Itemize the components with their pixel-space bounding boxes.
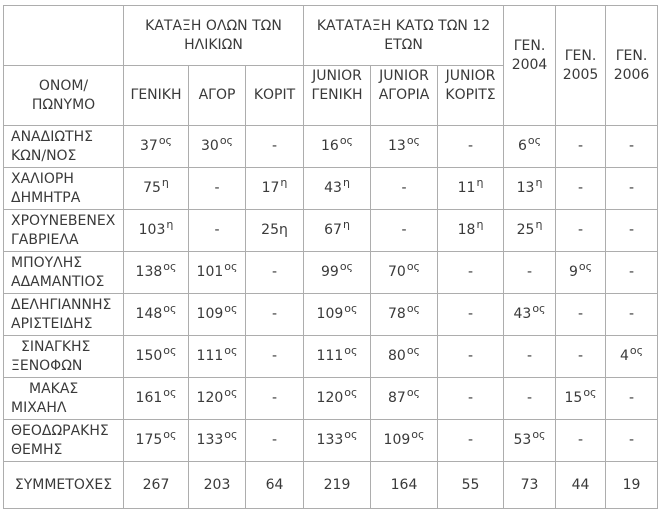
rank-suffix: η xyxy=(476,176,484,189)
athlete-name-cell xyxy=(4,210,124,252)
table-body xyxy=(4,126,658,509)
athlete-surname: ΧΑΛΙΟΡΗ xyxy=(11,170,74,187)
athlete-given-name: ΓΑΒΡΙΕΛΑ xyxy=(11,231,79,248)
junior-boys-rank-cell xyxy=(371,252,438,294)
rank-suffix: ος xyxy=(344,344,358,357)
rank-number: 111 xyxy=(196,348,224,364)
rank-number: 138 xyxy=(135,264,163,280)
rank-value: - xyxy=(467,306,474,322)
boys-rank-cell xyxy=(189,126,246,168)
rank-suffix: ος xyxy=(406,386,421,399)
athlete-row xyxy=(4,378,658,420)
rank-value: - xyxy=(271,348,278,364)
boys-rank-cell xyxy=(189,168,246,210)
rank-suffix: ος xyxy=(406,134,421,147)
rank-number: 6 xyxy=(517,138,527,154)
rank-number: 87 xyxy=(388,390,406,406)
born-2005-rank-cell xyxy=(556,168,606,210)
born-2005-rank-cell xyxy=(556,210,606,252)
rank-value: - xyxy=(628,180,635,196)
born-2006-rank-cell xyxy=(606,294,658,336)
rank-number: 109 xyxy=(196,306,224,322)
born-2004-rank-cell xyxy=(504,126,556,168)
rank-value: - xyxy=(271,264,278,280)
rank-number: 133 xyxy=(316,432,344,448)
athlete-row xyxy=(4,336,658,378)
born-2006-rank-cell xyxy=(606,210,658,252)
rank-suffix: η xyxy=(535,176,543,189)
rank-suffix: ος xyxy=(163,344,177,357)
rank-suffix: ος xyxy=(629,344,644,357)
rank-number: 11 xyxy=(457,180,476,196)
girls-participants: 64 xyxy=(246,462,304,509)
rank-number: 25 xyxy=(516,222,535,238)
rank-value: - xyxy=(214,222,220,238)
born-2005-rank-cell xyxy=(556,378,606,420)
boys-rank-header: ΑΓΟΡ xyxy=(189,66,246,126)
rank-number: 111 xyxy=(316,348,344,364)
born-2006-rank-cell xyxy=(606,168,658,210)
rank-suffix: ος xyxy=(163,302,177,315)
girls-rank-cell xyxy=(246,126,304,168)
junior-girls-rank-cell xyxy=(438,336,504,378)
rank-value: - xyxy=(526,390,533,406)
girls-rank-cell xyxy=(246,168,304,210)
name-column-header: ΟΝΟΜ/ ΠΩΝΥΜΟ xyxy=(4,66,124,126)
born-2005-rank-cell xyxy=(556,336,606,378)
rank-suffix: ος xyxy=(339,134,354,147)
born-2004-rank-cell xyxy=(504,168,556,210)
rank-suffix: ος xyxy=(163,260,177,273)
boys-rank-cell xyxy=(189,378,246,420)
rank-suffix: ος xyxy=(411,428,425,441)
rank-suffix: ος xyxy=(344,428,358,441)
junior-girls-rank-header: JUNIOR ΚΟΡΙΤΣ xyxy=(438,66,504,126)
athlete-given-name: ΚΩΝ/ΝΟΣ xyxy=(11,147,77,164)
athlete-row xyxy=(4,126,658,168)
rank-number: 103 xyxy=(138,222,166,238)
rank-number: 53 xyxy=(513,432,532,448)
girls-rank-cell xyxy=(246,252,304,294)
general-rank-cell xyxy=(124,126,189,168)
rank-suffix: ος xyxy=(406,302,421,315)
rank-value: - xyxy=(467,348,474,364)
junior-boys-rank-cell xyxy=(371,210,438,252)
girls-rank-cell xyxy=(246,336,304,378)
athlete-given-name: ΘΕΜΗΣ xyxy=(11,441,63,458)
junior-general-rank-cell xyxy=(304,294,371,336)
junior-general-rank-cell xyxy=(304,420,371,462)
athlete-given-name: ΑΔΑΜΑΝΤΙΟΣ xyxy=(11,273,105,290)
rank-number: 43 xyxy=(324,180,342,196)
athlete-name-cell xyxy=(4,294,124,336)
born-2004-rank-cell xyxy=(504,336,556,378)
born-2005-rank-cell xyxy=(556,294,606,336)
born-2006-rank-cell xyxy=(606,378,658,420)
rank-value: - xyxy=(628,222,635,238)
rank-number: 99 xyxy=(321,264,339,280)
rank-value: - xyxy=(577,138,584,154)
rank-number: 150 xyxy=(135,348,163,364)
athlete-surname: ΜΑΚΑΣ xyxy=(29,380,79,397)
junior-boys-rank-cell xyxy=(371,336,438,378)
rank-suffix: ος xyxy=(163,386,177,399)
rank-value: - xyxy=(628,390,635,406)
born-2006-rank-cell xyxy=(606,336,658,378)
boys-rank-cell xyxy=(189,294,246,336)
boys-rank-cell xyxy=(189,252,246,294)
born-2006-rank-cell xyxy=(606,126,658,168)
junior-general-rank-cell xyxy=(304,252,371,294)
rank-number: 109 xyxy=(383,432,411,448)
junior-general-participants: 219 xyxy=(304,462,371,509)
boys-rank-cell xyxy=(189,420,246,462)
rank-value: - xyxy=(577,222,584,238)
general-rank-cell xyxy=(124,210,189,252)
athlete-name-cell xyxy=(4,378,124,420)
athlete-name-cell xyxy=(4,252,124,294)
rank-number: 120 xyxy=(196,390,224,406)
junior-girls-rank-cell xyxy=(438,168,504,210)
athlete-name-cell xyxy=(4,336,124,378)
rank-number: 161 xyxy=(135,390,163,406)
rank-suffix: ος xyxy=(583,386,597,399)
general-rank-cell xyxy=(124,168,189,210)
rank-suffix: ος xyxy=(344,386,358,399)
athlete-surname: ΘΕΟΔΩΡΑΚΗΣ xyxy=(11,422,109,439)
corner-cell xyxy=(4,6,124,66)
junior-general-rank-cell xyxy=(304,126,371,168)
rank-number: 133 xyxy=(196,432,224,448)
table-header xyxy=(4,6,658,126)
rank-number: 17 xyxy=(261,180,280,196)
rank-number: 80 xyxy=(388,348,406,364)
all-ages-group-header: ΚΑΤΑΞΗ ΟΛΩΝ ΤΩΝ ΗΛΙΚΙΩΝ xyxy=(124,6,304,66)
junior-boys-rank-cell xyxy=(371,126,438,168)
junior-boys-rank-cell xyxy=(371,420,438,462)
girls-rank-cell xyxy=(246,420,304,462)
rank-number: 75 xyxy=(143,180,161,196)
born-2004-rank-cell xyxy=(504,420,556,462)
born-2006-participants: 19 xyxy=(606,462,658,509)
rank-suffix: ος xyxy=(224,386,238,399)
rank-suffix: η xyxy=(535,218,543,231)
junior-general-rank-cell xyxy=(304,210,371,252)
rank-suffix: η xyxy=(342,176,350,189)
junior-general-rank-header: JUNIOR ΓΕΝΙΚΗ xyxy=(304,66,371,126)
athlete-given-name: ΜΙΧΑΗΛ xyxy=(11,399,67,416)
rank-value: - xyxy=(401,180,407,196)
athlete-given-name: ΑΡΙΣΤΕΙΔΗΣ xyxy=(11,315,93,332)
rank-suffix: ος xyxy=(578,260,593,273)
rank-suffix: ος xyxy=(527,134,542,147)
totals-label: ΣΥΜΜΕΤΟΧΕΣ xyxy=(4,462,124,509)
rank-value: - xyxy=(577,180,584,196)
rank-value: - xyxy=(401,222,407,238)
rank-value: - xyxy=(577,306,584,322)
rank-number: 18 xyxy=(457,222,476,238)
rank-suffix: η xyxy=(342,218,350,231)
athlete-surname: ΧΡΟΥΝΕΒΕΝΕΧ xyxy=(11,212,116,229)
rank-suffix: ος xyxy=(532,302,546,315)
girls-rank-header: ΚΟΡΙΤ xyxy=(246,66,304,126)
athlete-row xyxy=(4,420,658,462)
junior-girls-rank-cell xyxy=(438,210,504,252)
rank-value: - xyxy=(577,432,584,448)
rank-value: - xyxy=(467,264,474,280)
rank-number: 13 xyxy=(388,138,406,154)
rank-value: - xyxy=(526,264,533,280)
boys-rank-cell xyxy=(189,210,246,252)
athlete-surname: ΑΝΑΔΙΩΤΗΣ xyxy=(11,128,93,145)
born-2004-participants: 73 xyxy=(504,462,556,509)
athlete-row xyxy=(4,168,658,210)
rank-value: - xyxy=(628,432,635,448)
rank-suffix: η xyxy=(476,218,484,231)
boys-participants: 203 xyxy=(189,462,246,509)
rank-suffix: ος xyxy=(219,134,233,147)
rank-value: - xyxy=(271,432,278,448)
born-2005-rank-cell xyxy=(556,420,606,462)
junior-boys-rank-cell xyxy=(371,168,438,210)
rank-number: 13 xyxy=(516,180,535,196)
rank-suffix: η xyxy=(161,176,169,189)
rank-value: - xyxy=(628,138,635,154)
general-rank-cell xyxy=(124,378,189,420)
born-2005-header: ΓΕΝ. 2005 xyxy=(556,6,606,126)
rank-value: - xyxy=(577,348,584,364)
athlete-name-cell xyxy=(4,168,124,210)
rank-suffix: ος xyxy=(158,134,172,147)
general-participants: 267 xyxy=(124,462,189,509)
born-2005-participants: 44 xyxy=(556,462,606,509)
rank-number: 175 xyxy=(135,432,163,448)
rank-suffix: ος xyxy=(224,344,238,357)
totals-row xyxy=(4,462,658,509)
rank-suffix: ος xyxy=(406,344,421,357)
athlete-name-cell xyxy=(4,420,124,462)
rank-suffix: η xyxy=(280,176,288,189)
rank-value: - xyxy=(271,138,278,154)
born-2004-rank-cell xyxy=(504,378,556,420)
rank-number: 148 xyxy=(135,306,163,322)
born-2006-rank-cell xyxy=(606,252,658,294)
rank-value: - xyxy=(271,390,278,406)
junior-boys-participants: 164 xyxy=(371,462,438,509)
general-rank-cell xyxy=(124,336,189,378)
rank-number: 70 xyxy=(388,264,406,280)
junior-boys-rank-cell xyxy=(371,378,438,420)
rank-value: 25η xyxy=(261,222,288,238)
born-2004-rank-cell xyxy=(504,294,556,336)
rank-number: 16 xyxy=(321,138,339,154)
junior-general-rank-cell xyxy=(304,378,371,420)
rank-suffix: ος xyxy=(224,260,238,273)
athlete-name-cell xyxy=(4,126,124,168)
rank-value: - xyxy=(628,264,635,280)
junior-girls-rank-cell xyxy=(438,420,504,462)
born-2004-rank-cell xyxy=(504,210,556,252)
rank-number: 15 xyxy=(564,390,583,406)
rank-value: - xyxy=(467,138,474,154)
junior-girls-rank-cell xyxy=(438,126,504,168)
rank-value: - xyxy=(214,180,220,196)
athlete-surname: ΜΠΟΥΛΗΣ xyxy=(11,254,83,271)
junior-girls-rank-cell xyxy=(438,252,504,294)
rank-suffix: ος xyxy=(224,428,238,441)
rank-value: - xyxy=(526,348,533,364)
rank-number: 120 xyxy=(316,390,344,406)
under-12-group-header: ΚΑΤΑΤΑΞΗ ΚΑΤΩ ΤΩΝ 12 ΕΤΩΝ xyxy=(304,6,504,66)
born-2005-rank-cell xyxy=(556,126,606,168)
rank-number: 67 xyxy=(324,222,342,238)
rank-number: 30 xyxy=(200,138,219,154)
born-2006-header: ΓΕΝ. 2006 xyxy=(606,6,658,126)
girls-rank-cell xyxy=(246,210,304,252)
born-2004-header: ΓΕΝ. 2004 xyxy=(504,6,556,126)
boys-rank-cell xyxy=(189,336,246,378)
junior-boys-rank-header: JUNIOR ΑΓΟΡΙΑ xyxy=(371,66,438,126)
born-2006-rank-cell xyxy=(606,420,658,462)
rank-number: 78 xyxy=(388,306,406,322)
general-rank-cell xyxy=(124,294,189,336)
header-row-groups xyxy=(4,6,658,66)
rank-number: 109 xyxy=(316,306,344,322)
rank-value: - xyxy=(467,390,474,406)
junior-general-rank-cell xyxy=(304,336,371,378)
rank-suffix: ος xyxy=(339,260,354,273)
athlete-surname: ΔΕΛΗΓΙΑΝΝΗΣ xyxy=(11,296,112,313)
junior-girls-rank-cell xyxy=(438,294,504,336)
rank-suffix: ος xyxy=(344,302,358,315)
junior-general-rank-cell xyxy=(304,168,371,210)
rank-value: - xyxy=(467,432,474,448)
rank-suffix: η xyxy=(166,218,174,231)
rank-suffix: ος xyxy=(224,302,238,315)
athlete-given-name: ΞΕΝΟΦΩΝ xyxy=(11,357,83,374)
rank-number: 9 xyxy=(568,264,578,280)
born-2004-rank-cell xyxy=(504,252,556,294)
general-rank-header: ΓΕΝΙΚΗ xyxy=(124,66,189,126)
junior-boys-rank-cell xyxy=(371,294,438,336)
born-2005-rank-cell xyxy=(556,252,606,294)
rank-suffix: ος xyxy=(532,428,546,441)
girls-rank-cell xyxy=(246,294,304,336)
rank-value: - xyxy=(628,306,635,322)
junior-girls-participants: 55 xyxy=(438,462,504,509)
athlete-surname: ΣΙΝΑΓΚΗΣ xyxy=(21,338,91,355)
general-rank-cell xyxy=(124,252,189,294)
athlete-row xyxy=(4,252,658,294)
rank-suffix: ος xyxy=(406,260,421,273)
rank-number: 4 xyxy=(619,348,629,364)
junior-girls-rank-cell xyxy=(438,378,504,420)
rank-number: 43 xyxy=(513,306,532,322)
results-table xyxy=(3,5,658,509)
rank-suffix: ος xyxy=(163,428,177,441)
rank-value: - xyxy=(271,306,278,322)
athlete-row xyxy=(4,294,658,336)
athlete-given-name: ΔΗΜΗΤΡΑ xyxy=(11,189,81,206)
athlete-row xyxy=(4,210,658,252)
rank-number: 101 xyxy=(196,264,224,280)
rank-number: 37 xyxy=(139,138,158,154)
general-rank-cell xyxy=(124,420,189,462)
girls-rank-cell xyxy=(246,378,304,420)
